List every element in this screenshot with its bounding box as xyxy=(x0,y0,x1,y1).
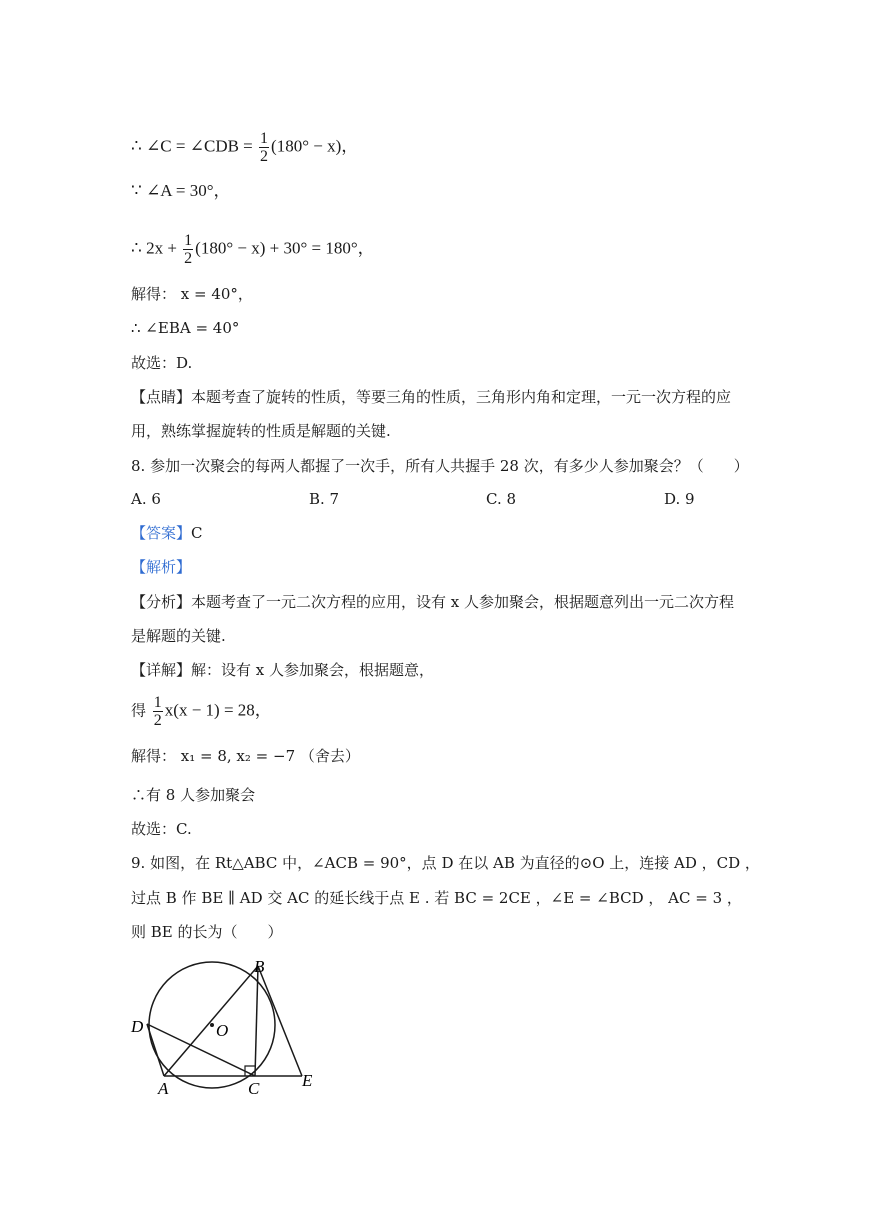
q8-option-d: D. 9 xyxy=(664,490,695,508)
q8-answer: 【答案】C xyxy=(131,524,203,542)
label-b: B xyxy=(254,957,265,976)
q8-option-c: C. 8 xyxy=(486,490,517,508)
fenxi-line-2: 是解题的关键. xyxy=(131,627,226,645)
xiangjie-tag: 【详解】 xyxy=(131,661,192,679)
step-solve: 解得： x = 40°， xyxy=(131,285,253,303)
center-point xyxy=(210,1023,214,1027)
dianjing-tag: 【点睛】 xyxy=(131,388,192,406)
step-result: ∴ ∠EBA = 40° xyxy=(131,319,240,337)
segment-bc xyxy=(255,966,258,1076)
q8-stem: 8. 参加一次聚会的每两人都握了一次手，所有人共握手 28 次，有多少人参加聚会？（ ） xyxy=(131,457,749,475)
answer-tag: 【答案】 xyxy=(131,524,192,542)
q9-stem-1: 9. 如图，在 Rt△ABC 中，∠ACB = 90°，点 D 在以 AB 为直径的⊙O 上，连接 AD ，CD ， xyxy=(131,854,760,872)
jiexi-tag: 【解析】 xyxy=(131,558,192,576)
step-angle-a: ∵ ∠A = 30°， xyxy=(131,181,231,200)
dianjing-line-1: 【点睛】本题考查了旋转的性质，等要三角的性质，三角形内角和定理，一元一次方程的应 xyxy=(131,388,732,406)
xiangjie-line: 【详解】解：设有 x 人参加聚会，根据题意， xyxy=(131,661,435,679)
label-d: D xyxy=(131,1017,144,1036)
label-o: O xyxy=(216,1021,229,1040)
label-c: C xyxy=(248,1079,260,1098)
q8-option-b: B. 7 xyxy=(309,490,340,508)
segment-ab xyxy=(164,966,258,1076)
q9-stem-3: 则 BE 的长为（ ） xyxy=(131,923,283,941)
step-choose: 故选：D. xyxy=(131,354,193,372)
label-a: A xyxy=(158,1079,169,1098)
step-equation: ∴ 2x + $\frac{1}{2}$ (180° − x) + 30° = 180°， xyxy=(131,232,375,267)
fraction-half: $\frac{1}{2}$ xyxy=(184,232,193,267)
q8-choose: 故选：C. xyxy=(131,820,192,838)
q8-option-a: A. 6 xyxy=(131,490,161,508)
q9-geometry-figure xyxy=(120,950,340,1100)
fenxi-tag: 【分析】 xyxy=(131,593,192,611)
q9-stem-2: 过点 B 作 BE ∥ AD 交 AC 的延长线于点 E . 若 BC = 2CE ，∠E = ∠BCD ， AC = 3 ， xyxy=(131,889,742,907)
fraction-half: $\frac{1}{2}$ xyxy=(260,130,269,165)
segment-ad xyxy=(147,1024,164,1076)
fraction-half: $\frac{1}{2}$ xyxy=(153,694,162,729)
q8-equation: 得 $\frac{1}{2}$ x(x − 1) = 28， xyxy=(131,694,272,729)
q8-conclusion: ∴有 8 人参加聚会 xyxy=(131,786,256,804)
step-angle-c: ∴ ∠C = ∠CDB = $\frac{1}{2}$ (180° − x)， xyxy=(131,130,359,165)
label-e: E xyxy=(302,1071,313,1090)
q8-solve: 解得： x₁ = 8, x₂ = −7 （舍去） xyxy=(131,747,360,765)
fenxi-line-1: 【分析】本题考查了一元二次方程的应用，设有 x 人参加聚会，根据题意列出一元二次方程 xyxy=(131,593,735,611)
dianjing-line-2: 用，熟练掌握旋转的性质是解题的关键. xyxy=(131,422,391,440)
